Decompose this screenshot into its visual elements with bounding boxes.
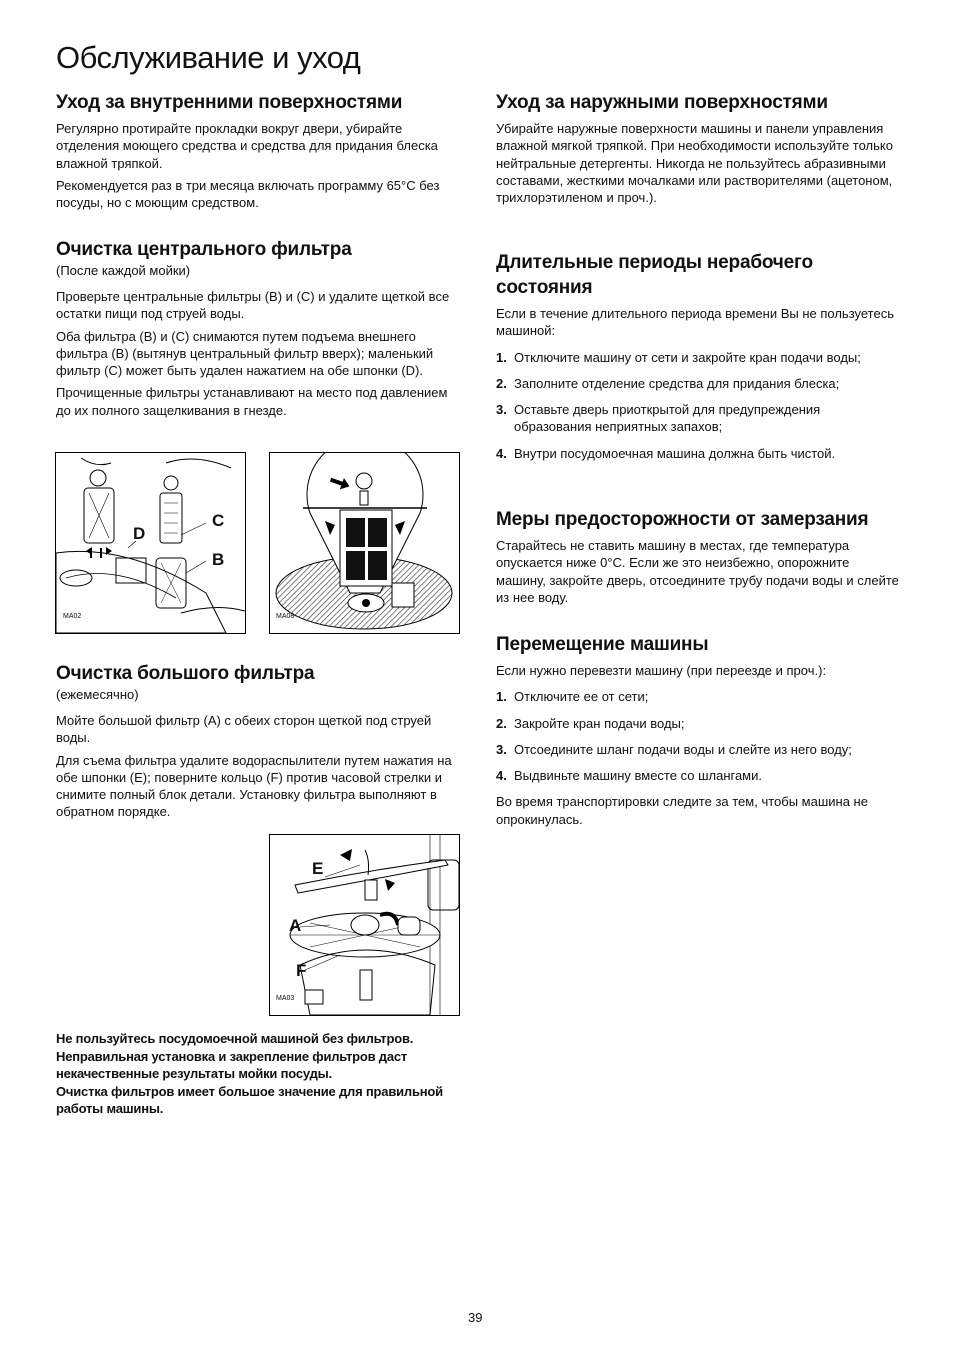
label-c: C [212,511,225,530]
section-heading: Длительные периоды нерабочего состояния [496,252,813,298]
section-large-filter [56,661,456,821]
figure-filter-insert [269,452,460,634]
paragraph: Старайтесь не ставить машину в местах, где температура опускается ниже 0°C. Если же это неизбежно, опорожните машину, закройте дверь, отсоедините трубу подачи воды и слейте из нее воду. [496,538,899,605]
section-heading: Очистка большого фильтра [56,663,315,684]
section-heading: Уход за наружными поверхностями [496,92,828,113]
figure-code: MA02 [63,613,82,620]
section-heading: Перемещение машины [496,634,709,655]
paragraph: Оба фильтра (B) и (C) снимаются путем подъема внешнего фильтра (B) (вытянув центральный фильтр вверх); маленький фильтр (C) может быть удален нажатием на обе шпонки (D). [56,328,434,379]
list-item: 2. Закройте кран подачи воды; [496,715,685,731]
paragraph: Если нужно перевезти машину (при переезде и проч.): [496,663,827,678]
paragraph: Во время транспортировки следите за тем, чтобы машина не опрокинулась. [496,794,868,827]
warning-text: Неправильная установка и закрепление фильтров даст некачественные результаты мойки посуды. [56,1048,408,1081]
section-heading: Очистка центрального фильтра [56,239,352,260]
figure-code: MA08 [276,613,295,620]
paragraph: Для съема фильтра удалите водораспылители путем нажатия на обе шпонки (E); поверните кольцо (F) против часовой стрелки и снимите полный блок детали. Установку фильтра выполняют в обратном порядке. [56,752,452,820]
list-item: 3. Отсоедините шланг подачи воды и слейте из него воду; [496,741,852,757]
list-item: 1. Отключите ее от сети; [496,689,649,705]
list-item: 4. Выдвиньте машину вместе со шлангами. [496,768,762,784]
section-moving-machine [496,632,900,828]
figure-large-filter-removal [269,834,460,1016]
label-a: A [289,916,302,935]
section-exterior-care [496,90,900,206]
list-item: 2. Заполните отделение средства для придания блеска; [496,375,840,391]
illustration-filter-insert [270,453,459,633]
label-d: D [133,524,146,543]
section-heading: Меры предосторожности от замерзания [496,509,869,530]
label-e: E [312,859,324,878]
label-b: B [212,550,225,569]
warning-text: Очистка фильтров имеет большое значение для правильной работы машины. [56,1083,443,1116]
paragraph: Убирайте наружные поверхности машины и панели управления влажной мягкой тряпкой. При необходимости используйте только нейтральные детергенты. Никогда не пользуйтесь абразивными составами, жесткими мочалками или растворителями (ацетоном, трихлорэтиленом и проч.). [496,121,893,206]
page-number: 39 [468,1310,483,1325]
figure-central-filter-removal [55,452,246,634]
paragraph: Рекомендуется раз в три месяца включать программу 65°C без посуды, но с моющим средством. [56,177,440,211]
illustration-filter-removal [56,453,245,633]
section-subtitle: (ежемесячно) [56,687,139,702]
section-frost-precautions [496,507,900,606]
list-item: 3. Оставьте дверь приоткрытой для предупреждения образования неприятных запахов; [496,402,821,435]
figure-code: MA03 [276,995,295,1002]
section-interior-care [56,90,456,211]
paragraph: Мойте большой фильтр (A) с обеих сторон щеткой под струей воды. [56,713,432,746]
label-f: F [296,961,307,980]
section-heading: Уход за внутренними поверхностями [56,92,403,113]
list-item: 4. Внутри посудомоечная машина должна быть чистой. [496,445,836,461]
paragraph: Регулярно протирайте прокладки вокруг двери, убирайте отделения моющего средства и средства для придания блеска влажной тряпкой. [56,121,438,171]
paragraph: Если в течение длительного периода времени Вы не пользуетесь машиной: [496,306,894,339]
warning-text: Не пользуйтесь посудомоечной машиной без фильтров. [56,1031,414,1046]
paragraph: Прочищенные фильтры устанавливают на место под давлением до их полного защелкивания в гнезде. [56,385,448,418]
moving-steps-list [496,688,900,784]
paragraph: Проверьте центральные фильтры (B) и (C) и удалите щеткой все остатки пищи под струей воды. [56,289,450,322]
idle-steps-list [496,349,900,462]
section-central-filter [56,237,456,419]
section-subtitle: (После каждой мойки) [56,263,191,278]
filter-warning [56,1030,456,1118]
section-idle-periods [496,250,900,462]
list-item: 1. Отключите машину от сети и закройте кран подачи воды; [496,349,861,365]
page-title: Обслуживание и уход [56,40,361,75]
